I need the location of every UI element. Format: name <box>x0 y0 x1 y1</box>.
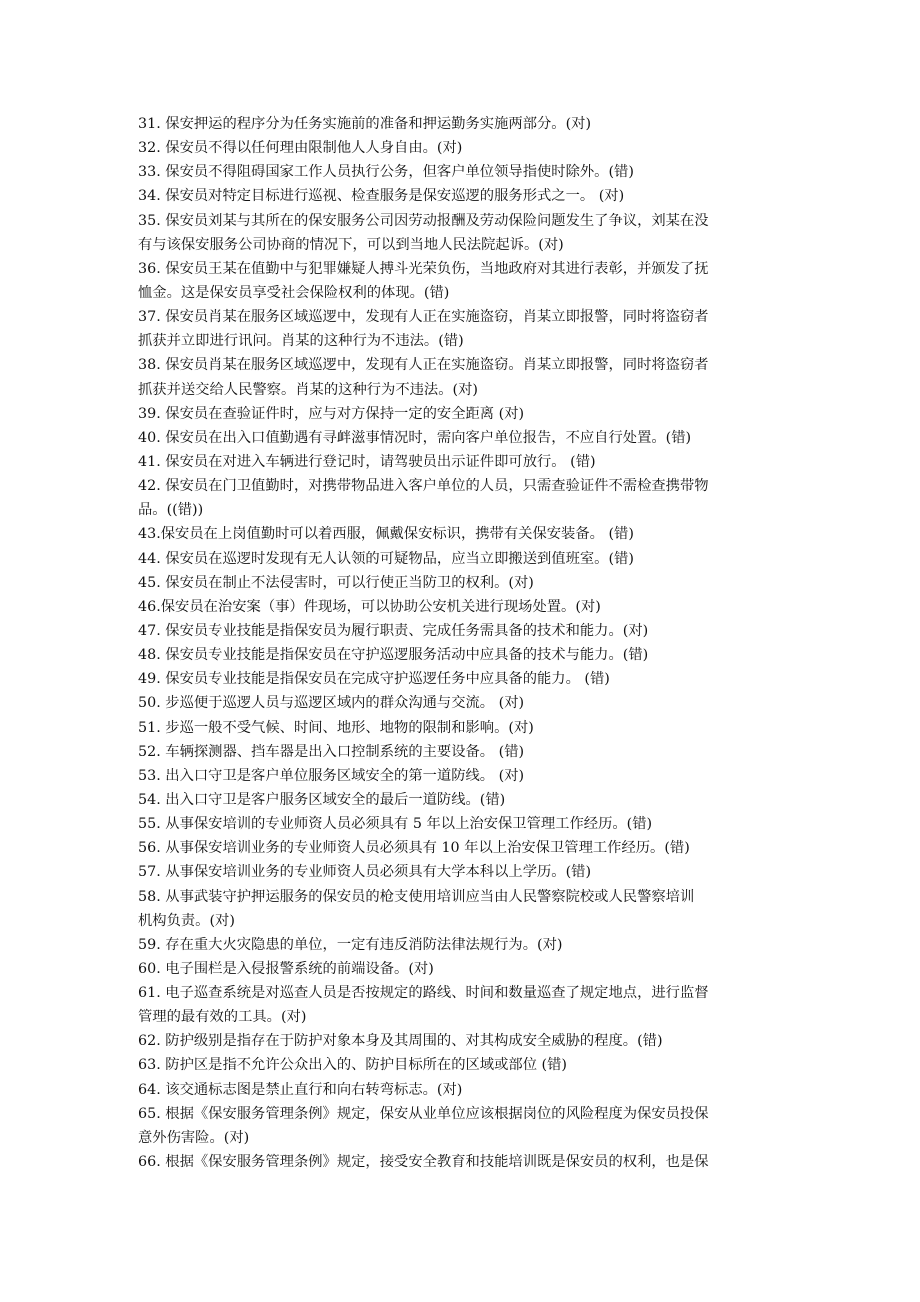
text-line: 60. 电子围栏是入侵报警系统的前端设备。(对) <box>138 960 434 977</box>
text-line: 品。((错)) <box>138 502 204 519</box>
text-line: 54. 出入口守卫是客户服务区域安全的最后一道防线。(错) <box>138 791 506 808</box>
text-line: 65. 根据《保安服务管理条例》规定，保安从业单位应该根据岗位的风险程度为保安员投保 <box>138 1105 709 1122</box>
text-line: 55. 从事保安培训的专业师资人员必须具有 5 年以上治安保卫管理工作经历。(错) <box>138 816 653 833</box>
text-line: 41. 保安员在对进入车辆进行登记时，请驾驶员出示证件即可放行。 (错) <box>138 453 596 470</box>
document-body <box>138 112 788 1174</box>
text-line: 56. 从事保安培训业务的专业师资人员必须具有 10 年以上治安保卫管理工作经历。(错) <box>138 840 690 857</box>
text-line: 61. 电子巡查系统是对巡查人员是否按规定的路线、时间和数量巡查了规定地点，进行监督 <box>138 985 709 1002</box>
text-line: 32. 保安员不得以任何理由限制他人人身自由。(对) <box>138 140 463 157</box>
text-line: 45. 保安员在制止不法侵害时，可以行使正当防卫的权利。(对) <box>138 574 534 591</box>
text-line: 31. 保安押运的程序分为任务实施前的准备和押运勤务实施两部分。(对) <box>138 116 592 132</box>
text-line: 机构负责。(对) <box>138 912 235 929</box>
text-line: 43.保安员在上岗值勤时可以着西服，佩戴保安标识，携带有关保安装备。 (错) <box>138 526 634 543</box>
text-line: 38. 保安员肖某在服务区域巡逻中，发现有人正在实施盗窃。肖某立即报警，同时将盗窃者 <box>138 357 709 374</box>
text-line: 53. 出入口守卫是客户单位服务区域安全的第一道防线。 (对) <box>138 767 525 784</box>
text-line: 33. 保安员不得阻碍国家工作人员执行公务，但客户单位领导指使时除外。(错) <box>138 164 634 181</box>
text-line: 51. 步巡一般不受气候、时间、地形、地物的限制和影响。(对) <box>138 719 534 736</box>
text-line: 46.保安员在治安案（事）件现场，可以协助公安机关进行现场处置。(对) <box>138 598 601 615</box>
text-line: 66. 根据《保安服务管理条例》规定，接受安全教育和技能培训既是保安员的权利，也是保 <box>138 1154 709 1171</box>
text-line: 59. 存在重大火灾隐患的单位，一定有违反消防法律法规行为。(对) <box>138 936 563 953</box>
text-line: 52. 车辆探测器、挡车器是出入口控制系统的主要设备。 (错) <box>138 743 525 760</box>
text-line: 63. 防护区是指不允许公众出入的、防护目标所在的区域或部位 (错) <box>138 1057 567 1074</box>
text-line: 有与该保安服务公司协商的情况下，可以到当地人民法院起诉。(对) <box>138 236 564 253</box>
text-line: 35. 保安员刘某与其所在的保安服务公司因劳动报酬及劳动保险问题发生了争议，刘某在没 <box>138 212 709 229</box>
text-line: 37. 保安员肖某在服务区域巡逻中，发现有人正在实施盗窃，肖某立即报警，同时将盗窃者 <box>138 309 709 326</box>
text-line: 44. 保安员在巡逻时发现有无人认领的可疑物品，应当立即搬送到值班室。(错) <box>138 550 634 567</box>
text-line: 40. 保安员在出入口值勤遇有寻衅滋事情况时，需向客户单位报告，不应自行处置。(错) <box>138 429 692 446</box>
text-line: 抓获并立即进行讯问。肖某的这种行为不违法。(错) <box>138 333 464 350</box>
text-line: 57. 从事保安培训业务的专业师资人员必须具有大学本科以上学历。(错) <box>138 864 592 881</box>
text-line: 50. 步巡便于巡逻人员与巡逻区域内的群众沟通与交流。 (对) <box>138 695 525 712</box>
text-line: 39. 保安员在查验证件时，应与对方保持一定的安全距离 (对) <box>138 405 525 422</box>
text-line: 42. 保安员在门卫值勤时，对携带物品进入客户单位的人员，只需查验证件不需检查携带物 <box>138 478 709 495</box>
text-line: 34. 保安员对特定目标进行巡视、检查服务是保安巡逻的服务形式之一。 (对) <box>138 188 625 205</box>
text-line: 48. 保安员专业技能是指保安员在守护巡逻服务活动中应具备的技术与能力。(错) <box>138 647 649 664</box>
text-line: 管理的最有效的工具。(对) <box>138 1009 307 1026</box>
text-line: 意外伤害险。(对) <box>138 1129 250 1146</box>
text-line: 47. 保安员专业技能是指保安员为履行职责、完成任务需具备的技术和能力。(对) <box>138 622 649 639</box>
text-line: 58. 从事武装守护押运服务的保安员的枪支使用培训应当由人民警察院校或人民警察培训 <box>138 888 695 905</box>
text-line: 恤金。这是保安员享受社会保险权利的体现。(错) <box>138 284 450 301</box>
text-line: 抓获并送交给人民警察。肖某的这种行为不违法。(对) <box>138 381 478 398</box>
text-line: 36. 保安员王某在值勤中与犯罪嫌疑人搏斗光荣负伤，当地政府对其进行表彰，并颁发了抚 <box>138 260 709 277</box>
text-line: 64. 该交通标志图是禁止直行和向右转弯标志。(对) <box>138 1081 463 1098</box>
text-line: 49. 保安员专业技能是指保安员在完成守护巡逻任务中应具备的能力。 (错) <box>138 671 610 688</box>
text-line: 62. 防护级别是指存在于防护对象本身及其周围的、对其构成安全威胁的程度。(错) <box>138 1033 663 1050</box>
